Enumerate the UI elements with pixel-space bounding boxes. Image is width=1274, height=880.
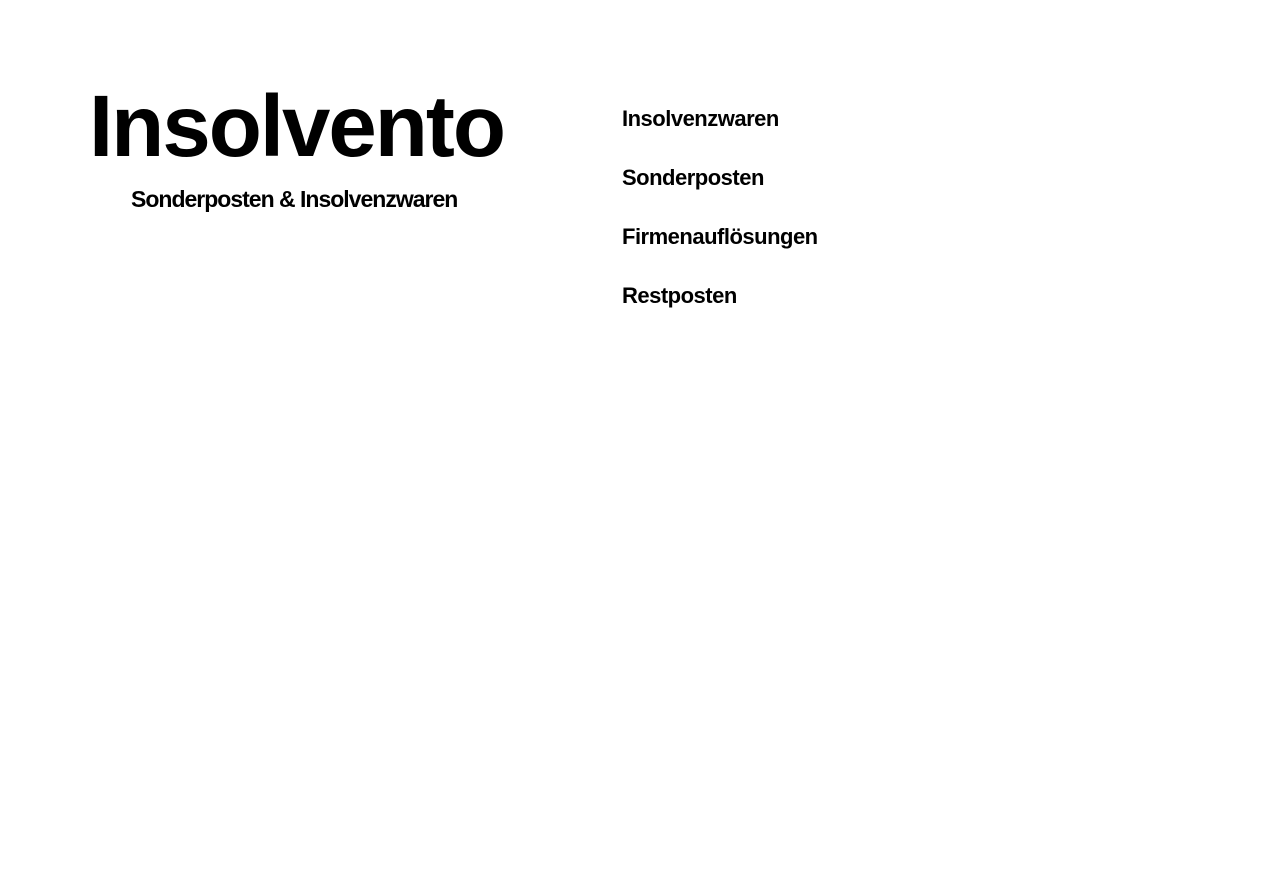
nav-item-restposten[interactable]: Restposten — [622, 283, 737, 308]
nav-item-insolvenzwaren[interactable]: Insolvenzwaren — [622, 106, 779, 131]
site-tagline: Sonderposten & Insolvenzwaren — [131, 186, 458, 212]
site-logo: Insolvento — [89, 78, 505, 175]
site-header — [89, 78, 505, 212]
main-nav — [622, 108, 818, 344]
nav-item-sonderposten[interactable]: Sonderposten — [622, 165, 764, 190]
nav-item-firmenaufloesungen[interactable]: Firmenauflösungen — [622, 224, 818, 249]
